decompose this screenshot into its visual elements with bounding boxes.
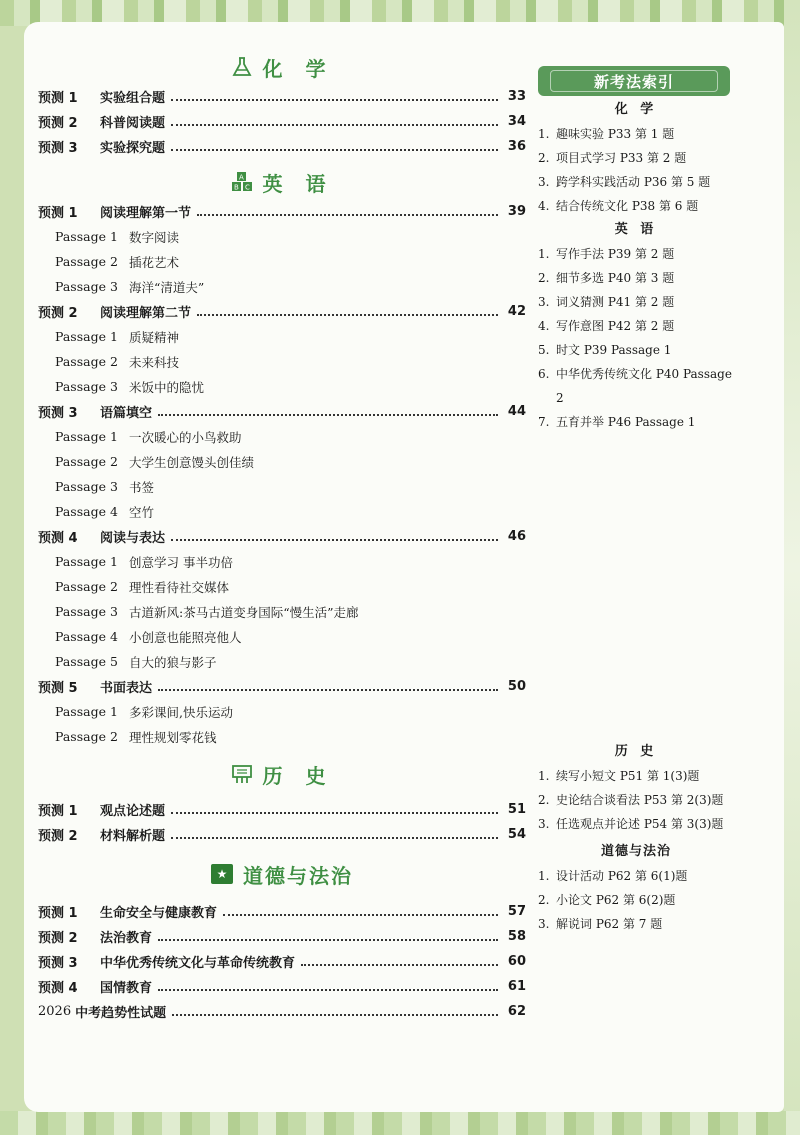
index-item-text: 写作手法 P39 第 2 题 — [556, 247, 675, 261]
passage-title: 一次暖心的小鸟救助 — [129, 429, 242, 445]
index-item[interactable] — [538, 888, 734, 912]
passage-row[interactable] — [38, 249, 526, 274]
passage-row[interactable] — [38, 624, 526, 649]
passage-title: 理性看待社交媒体 — [129, 579, 230, 595]
row-page: 36 — [507, 139, 526, 154]
passage-title: 空竹 — [129, 504, 155, 520]
index-item-number: 1. — [538, 869, 550, 883]
row-label: 阅读理解第一节 — [100, 206, 192, 221]
index-item[interactable] — [538, 362, 734, 410]
row-page: 44 — [507, 404, 526, 419]
index-item-text: 词义猜测 P41 第 2 题 — [556, 295, 675, 309]
page-border-right — [784, 0, 800, 1135]
passage-number: Passage 3 — [55, 279, 118, 294]
index-item[interactable] — [538, 314, 734, 338]
toc-row[interactable] — [38, 924, 526, 949]
leader-dots — [171, 99, 498, 101]
index-item-number: 3. — [538, 295, 550, 309]
passage-number: Passage 5 — [55, 654, 118, 669]
index-item-number: 3. — [538, 175, 550, 189]
toc-row[interactable] — [38, 524, 526, 549]
hist-heading — [38, 757, 526, 791]
moral-heading — [38, 857, 526, 891]
row-label: 国情教育 — [100, 981, 153, 996]
toc-row[interactable] — [38, 84, 526, 109]
row-label: 材料解析题 — [100, 829, 166, 844]
row-label: 中考趋势性试题 — [75, 1006, 167, 1021]
leader-dots — [158, 989, 498, 991]
toc-row[interactable] — [38, 199, 526, 224]
passage-title: 小创意也能照亮他人 — [129, 629, 242, 645]
index-item[interactable] — [538, 864, 734, 888]
index-item-text: 项目式学习 P33 第 2 题 — [556, 151, 687, 165]
index-chem-head: 化 学 — [614, 102, 658, 117]
index-item[interactable] — [538, 194, 734, 218]
passage-number: Passage 1 — [55, 429, 118, 444]
row-label: 书面表达 — [100, 681, 153, 696]
new-method-index — [538, 66, 734, 936]
passage-title: 古道新风:茶马古道变身国际“慢生活”走廊 — [129, 604, 359, 620]
row-page: 46 — [507, 529, 526, 544]
passage-row[interactable] — [38, 574, 526, 599]
passage-title: 自大的狼与影子 — [129, 654, 217, 670]
hist-title: 历 史 — [262, 763, 334, 788]
toc-row-trend[interactable] — [38, 999, 526, 1024]
row-label: 中华优秀传统文化与革命传统教育 — [100, 956, 296, 971]
index-item[interactable] — [538, 764, 734, 788]
passage-title: 大学生创意馒头创佳绩 — [129, 454, 255, 470]
toc-row[interactable] — [38, 299, 526, 324]
row-label: 语篇填空 — [100, 406, 153, 421]
row-page: 61 — [507, 979, 526, 994]
leader-dots — [171, 837, 498, 839]
leader-dots — [171, 149, 498, 151]
leader-dots — [158, 414, 498, 416]
passage-number: Passage 2 — [55, 729, 118, 744]
abc-blocks-icon — [231, 171, 253, 193]
index-item[interactable] — [538, 290, 734, 314]
toc-row[interactable] — [38, 134, 526, 159]
row-num: 预测 3 — [38, 956, 78, 971]
row-page: 51 — [507, 802, 526, 817]
row-label: 实验组合题 — [100, 91, 166, 106]
svg-text:A: A — [238, 173, 244, 182]
index-item-text: 设计活动 P62 第 6(1)题 — [556, 869, 688, 883]
toc-row[interactable] — [38, 674, 526, 699]
toc-row[interactable] — [38, 109, 526, 134]
passage-number: Passage 1 — [55, 554, 118, 569]
toc-row[interactable] — [38, 399, 526, 424]
index-item-text: 细节多选 P40 第 3 题 — [556, 271, 675, 285]
passage-row[interactable] — [38, 424, 526, 449]
row-num: 预测 2 — [38, 116, 78, 131]
passage-row[interactable] — [38, 349, 526, 374]
index-banner: 新考法索引 — [538, 66, 730, 96]
index-item-text: 五育并举 P46 Passage 1 — [556, 415, 696, 429]
passage-number: Passage 2 — [55, 454, 118, 469]
row-page: 34 — [507, 114, 526, 129]
leader-dots — [171, 812, 498, 814]
row-page: 42 — [507, 304, 526, 319]
passage-row[interactable] — [38, 324, 526, 349]
row-num: 预测 5 — [38, 681, 78, 696]
index-item-number: 7. — [538, 415, 550, 429]
passage-title: 米饭中的隐忧 — [129, 379, 205, 395]
passage-number: Passage 2 — [55, 254, 118, 269]
row-page: 50 — [507, 679, 526, 694]
index-item-number: 3. — [538, 817, 550, 831]
toc-row[interactable] — [38, 899, 526, 924]
row-label: 观点论述题 — [100, 804, 166, 819]
index-item-number: 2. — [538, 271, 550, 285]
passage-row[interactable] — [38, 274, 526, 299]
passage-row[interactable] — [38, 499, 526, 524]
passage-number: Passage 2 — [55, 579, 118, 594]
index-item[interactable] — [538, 170, 734, 194]
row-num: 预测 2 — [38, 829, 78, 844]
passage-row[interactable] — [38, 449, 526, 474]
passage-title: 未来科技 — [129, 354, 180, 370]
row-page: 62 — [507, 1004, 526, 1019]
index-item-text: 任选观点并论述 P54 第 3(3)题 — [556, 817, 724, 831]
row-label: 实验探究题 — [100, 141, 166, 156]
passage-number: Passage 3 — [55, 479, 118, 494]
row-page: 39 — [507, 204, 526, 219]
passage-row[interactable] — [38, 599, 526, 624]
index-item-text: 史论结合谈看法 P53 第 2(3)题 — [556, 793, 724, 807]
index-item-number: 3. — [538, 917, 550, 931]
index-moral-head: 道德与法治 — [600, 844, 671, 859]
row-page: 60 — [507, 954, 526, 969]
index-hist-head: 历 史 — [614, 744, 658, 759]
row-num: 预测 2 — [38, 931, 78, 946]
row-num: 预测 4 — [38, 531, 78, 546]
passage-title: 创意学习 事半功倍 — [129, 554, 233, 570]
index-item[interactable] — [538, 122, 734, 146]
toc-row[interactable] — [38, 797, 526, 822]
passage-number: Passage 3 — [55, 379, 118, 394]
index-item[interactable] — [538, 338, 734, 362]
index-item-text: 续写小短文 P51 第 1(3)题 — [556, 769, 700, 783]
index-item[interactable] — [538, 912, 734, 936]
index-item-number: 6. — [538, 367, 550, 381]
row-num: 预测 2 — [38, 306, 78, 321]
table-of-contents — [38, 50, 526, 1024]
index-item-number: 4. — [538, 199, 550, 213]
chem-heading — [38, 50, 526, 84]
index-item-number: 1. — [538, 127, 550, 141]
index-item-text: 趣味实验 P33 第 1 题 — [556, 127, 675, 141]
row-label: 科普阅读题 — [100, 116, 166, 131]
row-num: 预测 1 — [38, 906, 78, 921]
svg-text:B: B — [233, 183, 239, 192]
leader-dots — [172, 1014, 498, 1016]
leader-dots — [301, 964, 498, 966]
passage-number: Passage 1 — [55, 704, 118, 719]
leader-dots — [223, 914, 498, 916]
chem-title: 化 学 — [262, 56, 334, 81]
row-num: 预测 1 — [38, 91, 78, 106]
passage-row[interactable] — [38, 699, 526, 724]
scroll-icon — [231, 763, 253, 785]
toc-row[interactable] — [38, 974, 526, 999]
row-num: 预测 3 — [38, 141, 78, 156]
eng-heading — [38, 165, 526, 199]
passage-title: 多彩课间,快乐运动 — [129, 704, 233, 720]
passage-row[interactable] — [38, 474, 526, 499]
leader-dots — [197, 214, 498, 216]
row-num: 预测 4 — [38, 981, 78, 996]
row-num: 预测 1 — [38, 206, 78, 221]
index-item-number: 1. — [538, 769, 550, 783]
passage-row[interactable] — [38, 224, 526, 249]
passage-row[interactable] — [38, 649, 526, 674]
moral-title: 道德与法治 — [243, 863, 353, 888]
leader-dots — [197, 314, 498, 316]
leader-dots — [158, 939, 498, 941]
row-label: 阅读与表达 — [100, 531, 166, 546]
passage-title: 海洋“清道夫” — [129, 279, 205, 295]
passage-number: Passage 3 — [55, 604, 118, 619]
passage-number: Passage 4 — [55, 629, 118, 644]
row-label: 阅读理解第二节 — [100, 306, 192, 321]
passage-row[interactable] — [38, 549, 526, 574]
row-num: 预测 1 — [38, 804, 78, 819]
index-item[interactable] — [538, 812, 734, 836]
index-item-number: 5. — [538, 343, 550, 357]
index-item-text: 中华优秀传统文化 P40 Passage 2 — [556, 367, 732, 405]
leader-dots — [171, 539, 498, 541]
row-label: 生命安全与健康教育 — [100, 906, 218, 921]
index-item-number: 4. — [538, 319, 550, 333]
row-page: 58 — [507, 929, 526, 944]
index-item[interactable] — [538, 242, 734, 266]
index-item-text: 结合传统文化 P38 第 6 题 — [556, 199, 699, 213]
row-page: 57 — [507, 904, 526, 919]
leader-dots — [158, 689, 498, 691]
flask-icon — [231, 56, 253, 78]
trend-year: 2026 — [38, 1004, 72, 1019]
index-item-text: 跨学科实践活动 P36 第 5 题 — [556, 175, 711, 189]
index-item-number: 2. — [538, 893, 550, 907]
passage-title: 书签 — [129, 479, 155, 495]
passage-title: 理性规划零花钱 — [129, 729, 217, 745]
svg-text:C: C — [244, 183, 250, 192]
row-label: 法治教育 — [100, 931, 153, 946]
index-item[interactable] — [538, 266, 734, 290]
leader-dots — [171, 124, 498, 126]
passage-number: Passage 2 — [55, 354, 118, 369]
passage-title: 质疑精神 — [129, 329, 180, 345]
page-border-bottom — [0, 1111, 800, 1135]
passage-row[interactable] — [38, 724, 526, 749]
index-item-text: 解说词 P62 第 7 题 — [556, 917, 663, 931]
passage-number: Passage 4 — [55, 504, 118, 519]
passage-number: Passage 1 — [55, 229, 118, 244]
toc-row[interactable] — [38, 822, 526, 847]
index-item[interactable] — [538, 146, 734, 170]
index-item-text: 小论文 P62 第 6(2)题 — [556, 893, 676, 907]
index-item[interactable] — [538, 788, 734, 812]
index-item-text: 写作意图 P42 第 2 题 — [556, 319, 675, 333]
passage-row[interactable] — [38, 374, 526, 399]
index-item-number: 2. — [538, 793, 550, 807]
book-icon: ★ — [211, 864, 233, 884]
eng-title: 英 语 — [262, 171, 334, 196]
index-item-number: 1. — [538, 247, 550, 261]
toc-row[interactable] — [38, 949, 526, 974]
index-item[interactable] — [538, 410, 734, 434]
row-page: 33 — [507, 89, 526, 104]
index-item-text: 时文 P39 Passage 1 — [556, 343, 672, 357]
row-num: 预测 3 — [38, 406, 78, 421]
row-page: 54 — [507, 827, 526, 842]
passage-title: 插花艺术 — [129, 254, 180, 270]
passage-title: 数字阅读 — [129, 229, 180, 245]
index-item-number: 2. — [538, 151, 550, 165]
index-eng-head: 英 语 — [614, 222, 658, 237]
passage-number: Passage 1 — [55, 329, 118, 344]
